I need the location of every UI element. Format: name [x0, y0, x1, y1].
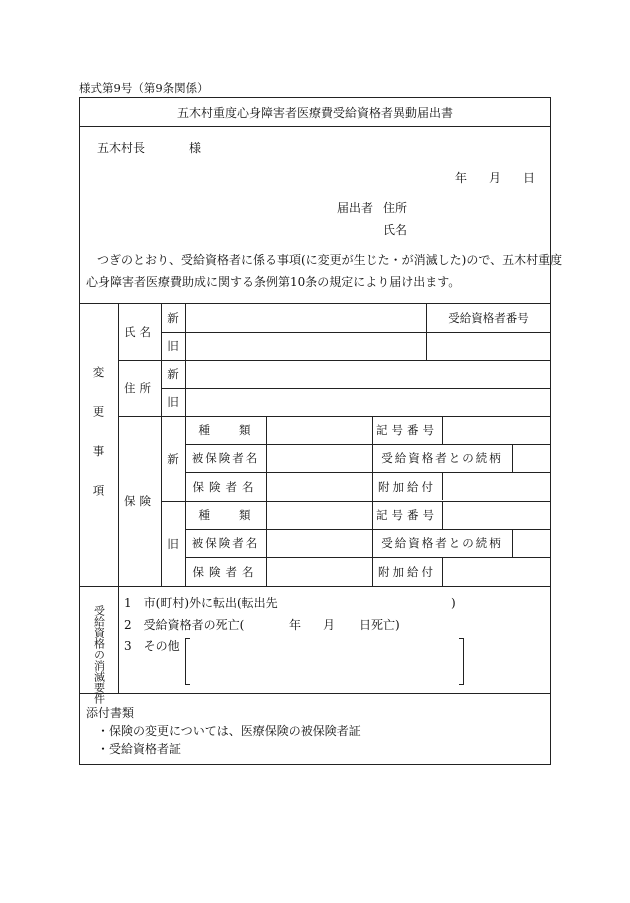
loss-section-label: 受給資格の消滅要件: [92, 604, 106, 704]
address-old-label: 旧: [167, 395, 179, 409]
insurance-type-new-label: 種 類: [198, 423, 253, 437]
insurance-label: 保険: [124, 494, 155, 508]
attachment-item: ・保険の変更については、医療保険の被保険者証: [97, 724, 361, 738]
insurance-type-old-label: 種 類: [198, 508, 253, 522]
grid-line: [161, 388, 551, 389]
relationship-new-label: 受給資格者との続柄: [381, 451, 503, 465]
address-new-label: 新: [167, 367, 179, 381]
loss-item-2-year: 年: [289, 618, 302, 632]
applicant-name-label: 氏名: [383, 223, 408, 237]
applicant-label: 届出者: [337, 201, 374, 215]
changes-divider: [79, 586, 551, 587]
additional-benefits-old-label: 附加給付: [378, 564, 436, 579]
loss-item-1-close: ): [451, 596, 456, 610]
loss-divider: [79, 693, 551, 694]
recipient-number-label: 受給資格者番号: [448, 310, 529, 325]
grid-line: [161, 332, 551, 333]
attachment-item: ・受給資格者証: [97, 742, 182, 756]
name-label: 氏名: [124, 324, 155, 339]
grid-line: [442, 472, 443, 500]
loss-item-2: 2 受給資格者の死亡(: [124, 618, 245, 632]
grid-line: [512, 444, 513, 472]
name-old-label: 旧: [167, 339, 179, 353]
name-new-label: 新: [167, 310, 179, 325]
loss-item-2-day: 日死亡): [359, 618, 400, 632]
form-number: 様式第9号（第9条関係）: [79, 81, 209, 95]
loss-item-3: 3 その他: [124, 639, 180, 653]
attachments-heading: 添付書類: [86, 706, 135, 720]
insurance-new-label: 新: [167, 451, 179, 466]
applicant-address-label: 住所: [383, 201, 408, 215]
additional-benefits-new-label: 附加給付: [378, 479, 436, 494]
other-bracket-left: [185, 638, 190, 685]
title-divider: [79, 126, 551, 127]
insured-name-old-label: 被保険者名: [191, 536, 260, 550]
loss-item-2-month: 月: [323, 618, 336, 632]
relationship-old-label: 受給資格者との続柄: [381, 536, 503, 550]
address-label: 住所: [124, 381, 155, 395]
form-title: 五木村重度心身障害者医療費受給資格者異動届出書: [176, 105, 453, 120]
grid-line: [442, 416, 443, 444]
grid-line: [512, 529, 513, 557]
insurer-name-new-label: 保険者名: [192, 479, 259, 494]
body-text-line-2: 心身障害者医療費助成に関する条例第10条の規定により届け出ます。: [86, 275, 461, 289]
symbol-number-old-label: 記号番号: [376, 508, 438, 522]
insurance-old-label: 旧: [167, 536, 179, 551]
date-year: 年: [455, 171, 468, 185]
grid-line: [118, 586, 119, 693]
addressee-name: 五木村長: [97, 141, 146, 155]
insurer-name-old-label: 保険者名: [192, 564, 259, 579]
symbol-number-new-label: 記号番号: [376, 423, 438, 437]
loss-item-1: 1 市(町村)外に転出(転出先: [124, 596, 278, 610]
insured-name-new-label: 被保険者名: [191, 451, 260, 465]
date-month: 月: [489, 171, 502, 185]
grid-line: [442, 501, 443, 529]
date-day: 日: [523, 171, 536, 185]
body-text-line-1: つぎのとおり、受給資格者に係る事項(に変更が生じた・が消滅した)ので、五木村重度: [97, 253, 563, 267]
changes-section-label: 変更事項: [91, 365, 106, 524]
addressee-honorific: 様: [189, 141, 202, 155]
other-bracket-right: [459, 638, 464, 685]
grid-line: [442, 557, 443, 586]
